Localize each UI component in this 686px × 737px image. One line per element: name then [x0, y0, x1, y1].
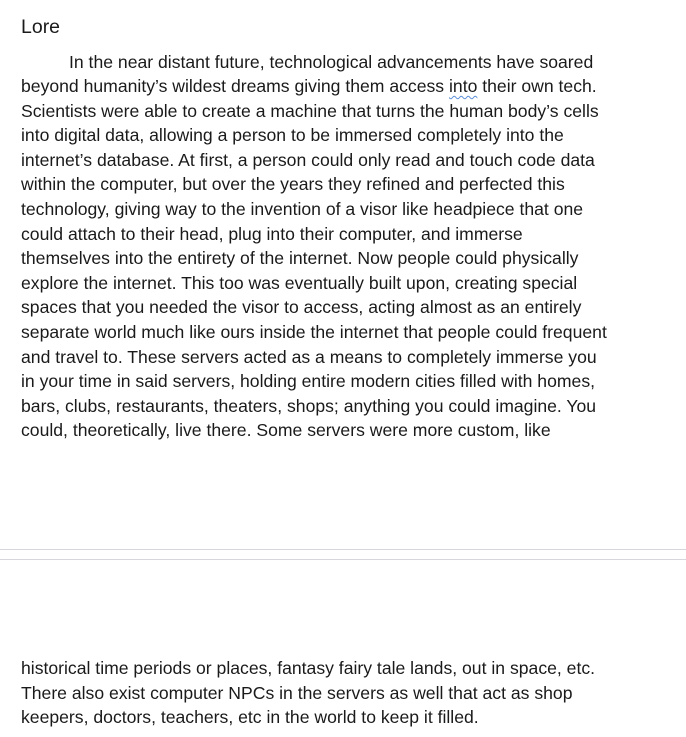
text-line: [21, 74, 607, 99]
body-paragraph[interactable]: [21, 50, 607, 444]
text-line: themselves into the entirety of the internet. Now people could physically: [21, 248, 579, 269]
text-line: could attach to their head, plug into their computer, and immerse: [21, 223, 523, 244]
body-paragraph-continued[interactable]: [21, 656, 595, 730]
text-line: separate world much like ours inside the internet that people could frequent: [21, 322, 607, 343]
page-break: [0, 549, 686, 560]
text-line: bars, clubs, restaurants, theaters, shops; anything you could imagine. You: [21, 395, 597, 416]
text-line: keepers, doctors, teachers, etc in the world to keep it filled.: [21, 707, 479, 728]
text-line: explore the internet. This too was eventually built upon, creating special: [21, 272, 578, 293]
document-heading: Lore: [21, 16, 61, 38]
spellcheck-flagged-word[interactable]: into: [449, 76, 478, 97]
text-line: historical time periods or places, fantasy fairy tale lands, out in space, etc.: [21, 658, 596, 678]
text-line-start: beyond humanity’s wildest dreams giving them access: [21, 76, 449, 97]
text-line: could, theoretically, live there. Some servers were more custom, like: [21, 420, 551, 441]
text-line: into digital data, allowing a person to be immersed completely into the: [21, 125, 564, 146]
text-line: In the near distant future, technological advancements have soared: [69, 51, 594, 72]
text-line: internet’s database. At first, a person could only read and touch code data: [21, 149, 595, 170]
text-line: technology, giving way to the invention of a visor like headpiece that one: [21, 199, 584, 220]
text-line: and travel to. These servers acted as a means to completely immerse you: [21, 346, 597, 367]
text-line: Scientists were able to create a machine that turns the human body’s cells: [21, 100, 599, 121]
text-line: in your time in said servers, holding entire modern cities filled with homes,: [21, 371, 596, 392]
document-page-2[interactable]: [0, 560, 686, 737]
text-line: within the computer, but over the years they refined and perfected this: [21, 174, 565, 195]
text-line: spaces that you needed the visor to access, acting almost as an entirely: [21, 297, 582, 318]
text-line: There also exist computer NPCs in the servers as well that act as shop: [21, 682, 573, 703]
text-line-end: their own tech.: [477, 76, 597, 97]
